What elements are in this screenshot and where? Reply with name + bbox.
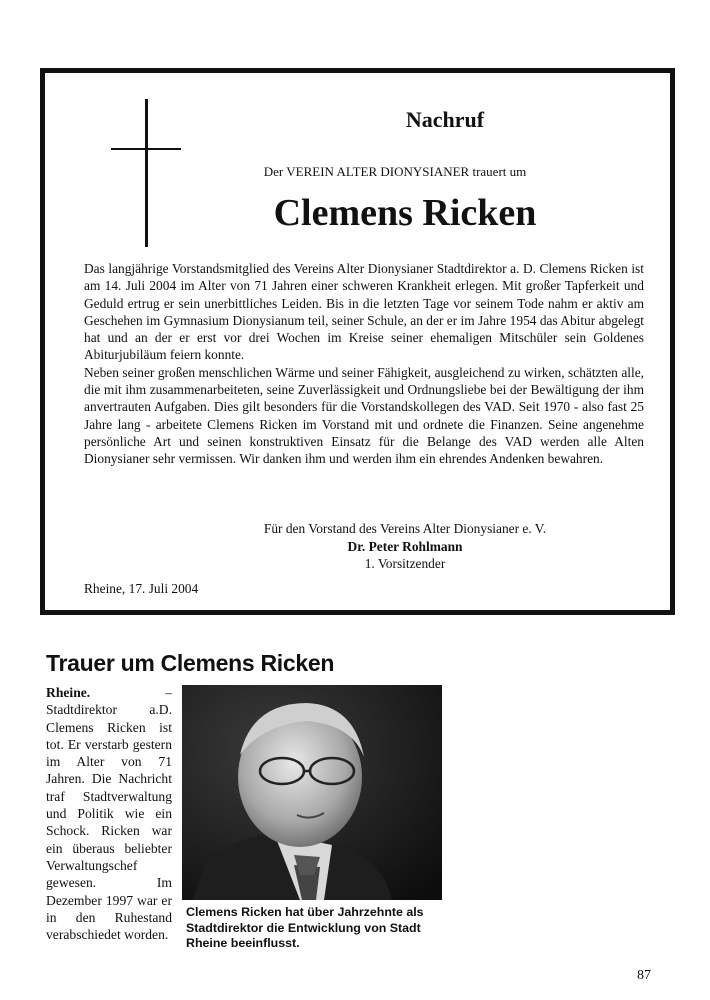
obituary-paragraph: Das langjährige Vorstandsmitglied des Vereins Alter Dionysianer Stadtdirektor a. D. Clemens Ricken ist am 14. Juli 2004 im Alter von 71 Jahren einer schweren Krankheit erlegen. Mit großer Tapferkeit und Geduld ertrug er sein unerbittliches Leiden. Bis in die letzten Tage vor seinem Tode nahm er aktiv am Geschehen im Gymnasium Dionysianum teil, seiner Schule, an der er im Jahre 1954 das Abitur abgelegt hat und an der er erst vor drei Wochen im Kreise seiner ehemaligen Mitschüler sein Goldenes Abiturjubiläum feiern konnte. xyxy=(84,261,644,363)
portrait-image xyxy=(182,685,442,900)
obituary-intro: Der VEREIN ALTER DIONYSIANER trauert um xyxy=(263,164,527,179)
cross-icon xyxy=(111,99,181,247)
article-dateline: Rheine. xyxy=(46,685,91,700)
article-headline: Trauer um Clemens Ricken xyxy=(46,650,335,676)
obituary-heading: Nachruf xyxy=(405,107,485,132)
signer-name: Dr. Peter Rohlmann xyxy=(347,538,463,554)
deceased-name: Clemens Ricken xyxy=(273,192,537,234)
portrait-photo xyxy=(182,685,442,900)
article-body xyxy=(46,684,172,943)
obituary-paragraph: Neben seiner großen menschlichen Wärme und seiner Fähigkeit, ausgleichend zu wirken, schätzten alle, die mit ihm zusammenarbeiteten, seine Zuverlässigkeit und Ordnungsliebe bei der Bewältigung der ihm anvertrauten Aufgaben. Dies gilt besonders für die Vorstandskollegen des VAD. Seit 1970 - also fast 25 Jahre lang - arbeitete Clemens Ricken im Vorstand mit und ordnete die Finanzen. Seine angenehme persönliche Art und seinen konstruktiven Einsatz für die Belange des VAD werden alle Alten Dionysianer sehr vermissen. Wir danken ihm und werden ihm ein ehrendes Andenken bewahren. xyxy=(84,364,644,467)
on-behalf-line: Für den Vorstand des Vereins Alter Dionysianer e. V. xyxy=(263,521,547,536)
place-date: Rheine, 17. Juli 2004 xyxy=(84,581,199,596)
photo-caption: Clemens Ricken hat über Jahrzehnte als Stadtdirektor die Entwicklung von Stadt Rheine beeinflusst. xyxy=(186,905,424,950)
signer-role: 1. Vorsitzender xyxy=(364,556,446,571)
signature-block xyxy=(175,520,635,573)
article-text: – Stadtdirektor a.D. Clemens Ricken ist tot. Er verstarb gestern im Alter von 71 Jahren. Die Nachricht traf Stadtverwaltung und Politik wie ein Schock. Ricken war ein überaus beliebter Verwaltungschef gewesen. Im Dezember 1997 war er in den Ruhestand verabschiedet worden. xyxy=(46,685,172,943)
obituary-body xyxy=(84,260,644,468)
page-number: 87 xyxy=(637,968,651,983)
obituary-notice xyxy=(40,68,675,615)
